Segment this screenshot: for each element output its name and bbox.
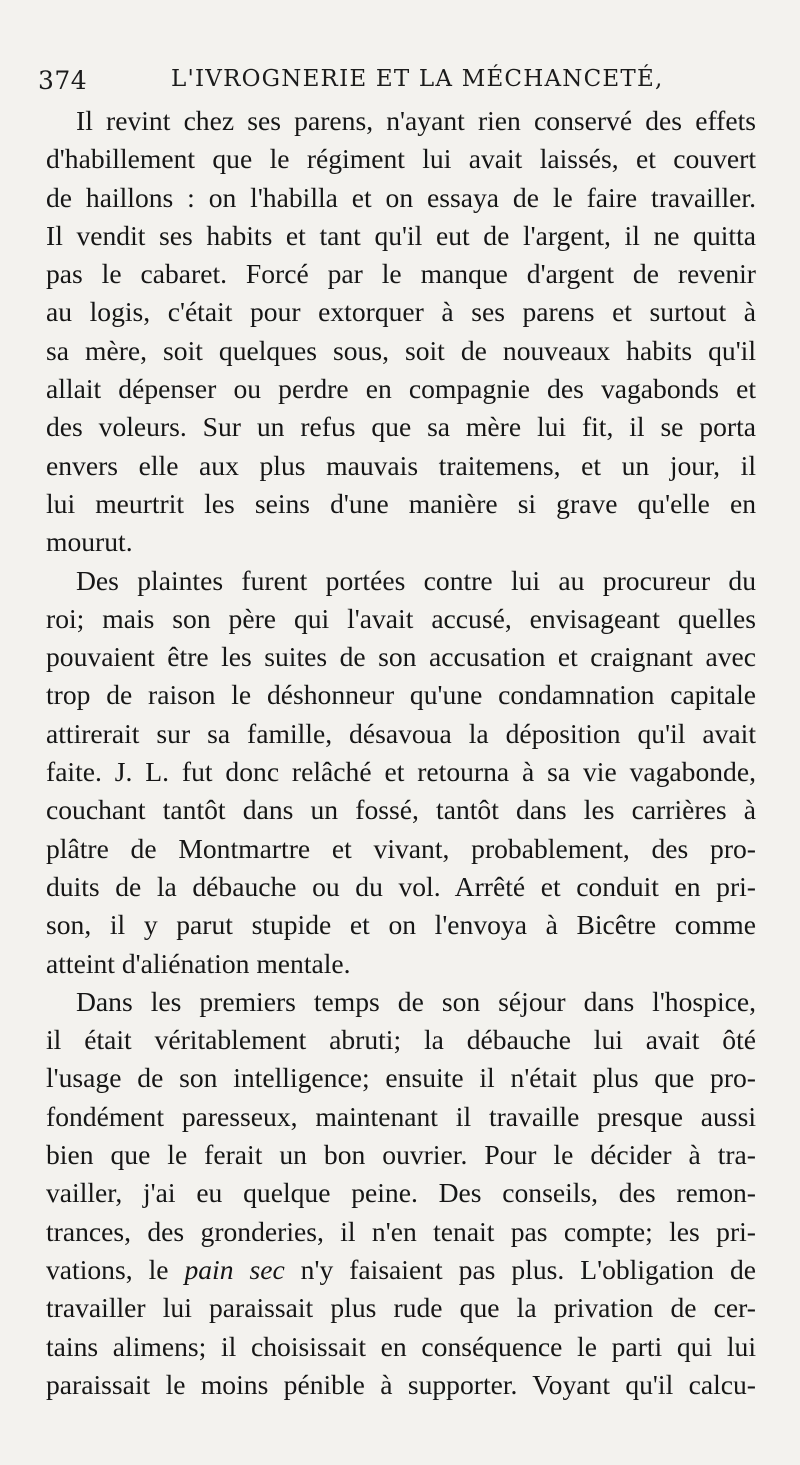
- text-line: Il vendit ses habits et tant qu'il eut de l'argent, il ne quitta: [46, 219, 756, 251]
- text-line: faite. J. L. fut donc relâché et retourna à sa vie vagabonde,: [46, 756, 756, 788]
- text-line: pouvaient être les suites de son accusation et craignant avec: [46, 641, 756, 673]
- paragraph-2: [46, 562, 756, 983]
- text-line: fondément paresseux, maintenant il travaille presque aussi: [46, 1100, 756, 1132]
- text-line: d'habillement que le régiment lui avait laissés, et couvert: [46, 143, 756, 175]
- text-line: Dans les premiers temps de son séjour dans l'hospice,: [76, 985, 756, 1017]
- page-header: [38, 62, 758, 102]
- text-line: paraissait le moins pénible à supporter. Voyant qu'il calcu-: [46, 1368, 756, 1400]
- text-line: Il revint chez ses parens, n'ayant rien conservé des effets: [76, 105, 756, 136]
- italic-term: pain sec: [184, 1253, 285, 1285]
- text-line: sa mère, soit quelques sous, soit de nouveaux habits qu'il: [46, 334, 756, 366]
- text-line: attirerait sur sa famille, désavoua la déposition qu'il avait: [46, 717, 756, 749]
- text-line: bien que le ferait un bon ouvrier. Pour le décider à tra-: [46, 1139, 756, 1171]
- running-head: L'IVROGNERIE ET LA MÉCHANCETÉ,: [171, 66, 664, 92]
- text-line: lui meurtrit les seins d'une manière si grave qu'elle en: [46, 487, 756, 519]
- text-line: mourut.: [46, 526, 133, 558]
- text-line: roi; mais son père qui l'avait accusé, envisageant quelles: [46, 602, 756, 634]
- text-line: Des plaintes furent portées contre lui au procureur du: [76, 564, 756, 596]
- text-run: vations, le: [46, 1253, 185, 1285]
- body-text: [46, 102, 756, 1404]
- text-line: pas le cabaret. Forcé par le manque d'argent de revenir: [46, 258, 756, 290]
- text-line: couchant tantôt dans un fossé, tantôt dans les carrières à: [46, 794, 756, 826]
- text-line: travailler lui paraissait plus rude que la privation de cer-: [46, 1292, 756, 1324]
- text-line: il était véritablement abruti; la débauche lui avait ôté: [46, 1024, 756, 1056]
- text-line: de haillons : on l'habilla et on essaya de le faire travailler.: [46, 181, 756, 213]
- text-line: au logis, c'était pour extorquer à ses parens et surtout à: [46, 296, 756, 328]
- text-line: atteint d'aliénation mentale.: [46, 947, 351, 979]
- paragraph-3: [46, 983, 756, 1404]
- text-line: plâtre de Montmartre et vivant, probablement, des pro-: [46, 832, 756, 864]
- page-number: 374: [38, 66, 88, 95]
- text-line: des voleurs. Sur un refus que sa mère lui fit, il se porta: [46, 411, 756, 443]
- text-line: allait dépenser ou perdre en compagnie des vagabonds et: [46, 373, 756, 405]
- text-line: envers elle aux plus mauvais traitemens, et un jour, il: [46, 449, 756, 481]
- text-line: trop de raison le déshonneur qu'une condamnation capitale: [46, 679, 756, 711]
- paragraph-1: [46, 102, 756, 562]
- text-line-with-italic: [46, 1251, 756, 1289]
- text-line: tains alimens; il choisissait en conséquence le parti qui lui: [46, 1330, 756, 1362]
- text-run: n'y faisaient pas plus. L'obligation de: [284, 1253, 756, 1285]
- text-line: vailler, j'ai eu quelque peine. Des conseils, des remon-: [46, 1177, 756, 1209]
- text-line: duits de la débauche ou du vol. Arrêté et conduit en pri-: [46, 870, 756, 902]
- text-line: trances, des gronderies, il n'en tenait pas compte; les pri-: [46, 1215, 756, 1247]
- text-line: son, il y parut stupide et on l'envoya à Bicêtre comme: [46, 909, 756, 941]
- text-line: l'usage de son intelligence; ensuite il n'était plus que pro-: [46, 1062, 756, 1094]
